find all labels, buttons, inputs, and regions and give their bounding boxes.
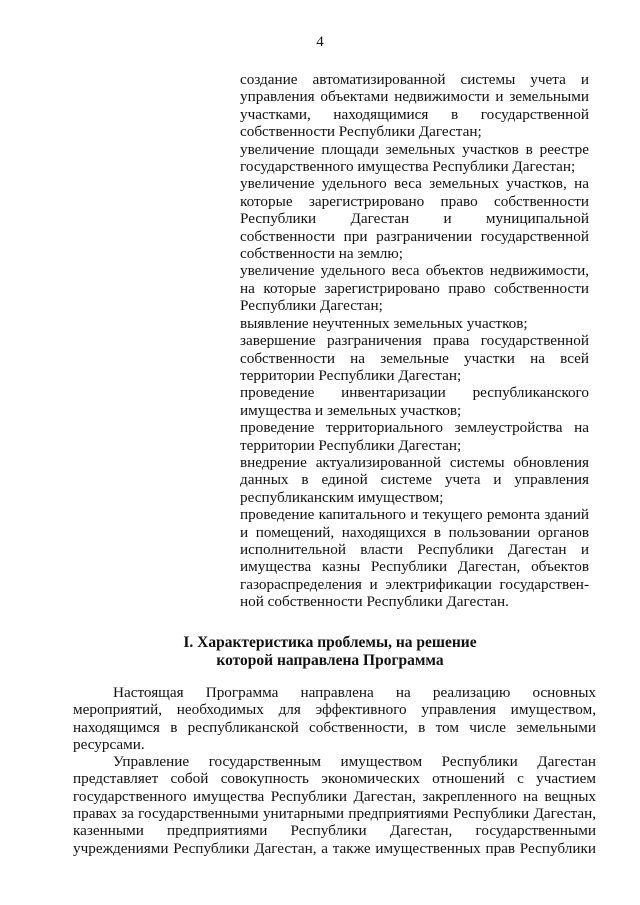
goal-item: увеличение площади земельных участков в реестре государственного имущества Республики Дагестан; — [240, 140, 589, 176]
page-number: 4 — [316, 34, 324, 50]
goal-item: внедрение актуализированной системы обновления данных в единой системе учета и управления республиканским имуществом; — [240, 453, 589, 506]
goal-item: увеличение удельного веса объектов недвижимости, на которые зарегистрировано право собственности Республики Дагестан; — [240, 262, 589, 315]
program-goals-list — [240, 71, 589, 611]
paragraph: Настоящая Программа направлена на реализацию основных мероприятий, необходимых для эффективного управления имуществом, находящимся в республиканской собственности, в том числе земельными ресурсами. — [73, 684, 596, 753]
goal-item: проведение инвентаризации республиканского имущества и земельных участков; — [240, 384, 589, 419]
goal-item: проведение капитального и текущего ремонта зданий и помещений, находящихся в пользовании органов исполнительной власти Республики Дагестан и имущества казны Республики Дагестан, объектов газораспределения и электрификации государственной собственности Республики Дагестан. — [240, 506, 589, 611]
section-body — [73, 684, 596, 857]
goal-item: завершение разграничения права государственной собственности на земельные участки на всей территории Республики Дагестан; — [240, 332, 589, 384]
goal-item: проведение территориального землеустройства на территории Республики Дагестан; — [240, 419, 589, 454]
goal-item: выявление неучтенных земельных участков; — [240, 314, 528, 332]
paragraph: Управление государственным имуществом Республики Дагестан представляет собой совокупность экономических отношений с участием государственного имущества Республики Дагестан, закрепленного на вещных правах за государственными унитарными предприятиями Республики Дагестан, казенными предприятиями Республики Дагестан, государственными учреждениями Республики Дагестан, а также имущественных прав Республики — [73, 753, 596, 857]
goal-item: увеличение удельного веса земельных участков, на которые зарегистрировано право собственности Республики Дагестан и муниципальной собственности при разграничении государственной собственности на землю; — [240, 175, 589, 263]
section-heading-line: I. Характеристика проблемы, на решение — [183, 634, 477, 651]
section-heading — [60, 634, 600, 670]
goal-item: создание автоматизированной системы учета и управления объектами недвижимости и земельными участками, находящимися в государственной собственности Республики Дагестан; — [240, 71, 589, 141]
section-heading-line: которой направлена Программа — [216, 652, 444, 669]
